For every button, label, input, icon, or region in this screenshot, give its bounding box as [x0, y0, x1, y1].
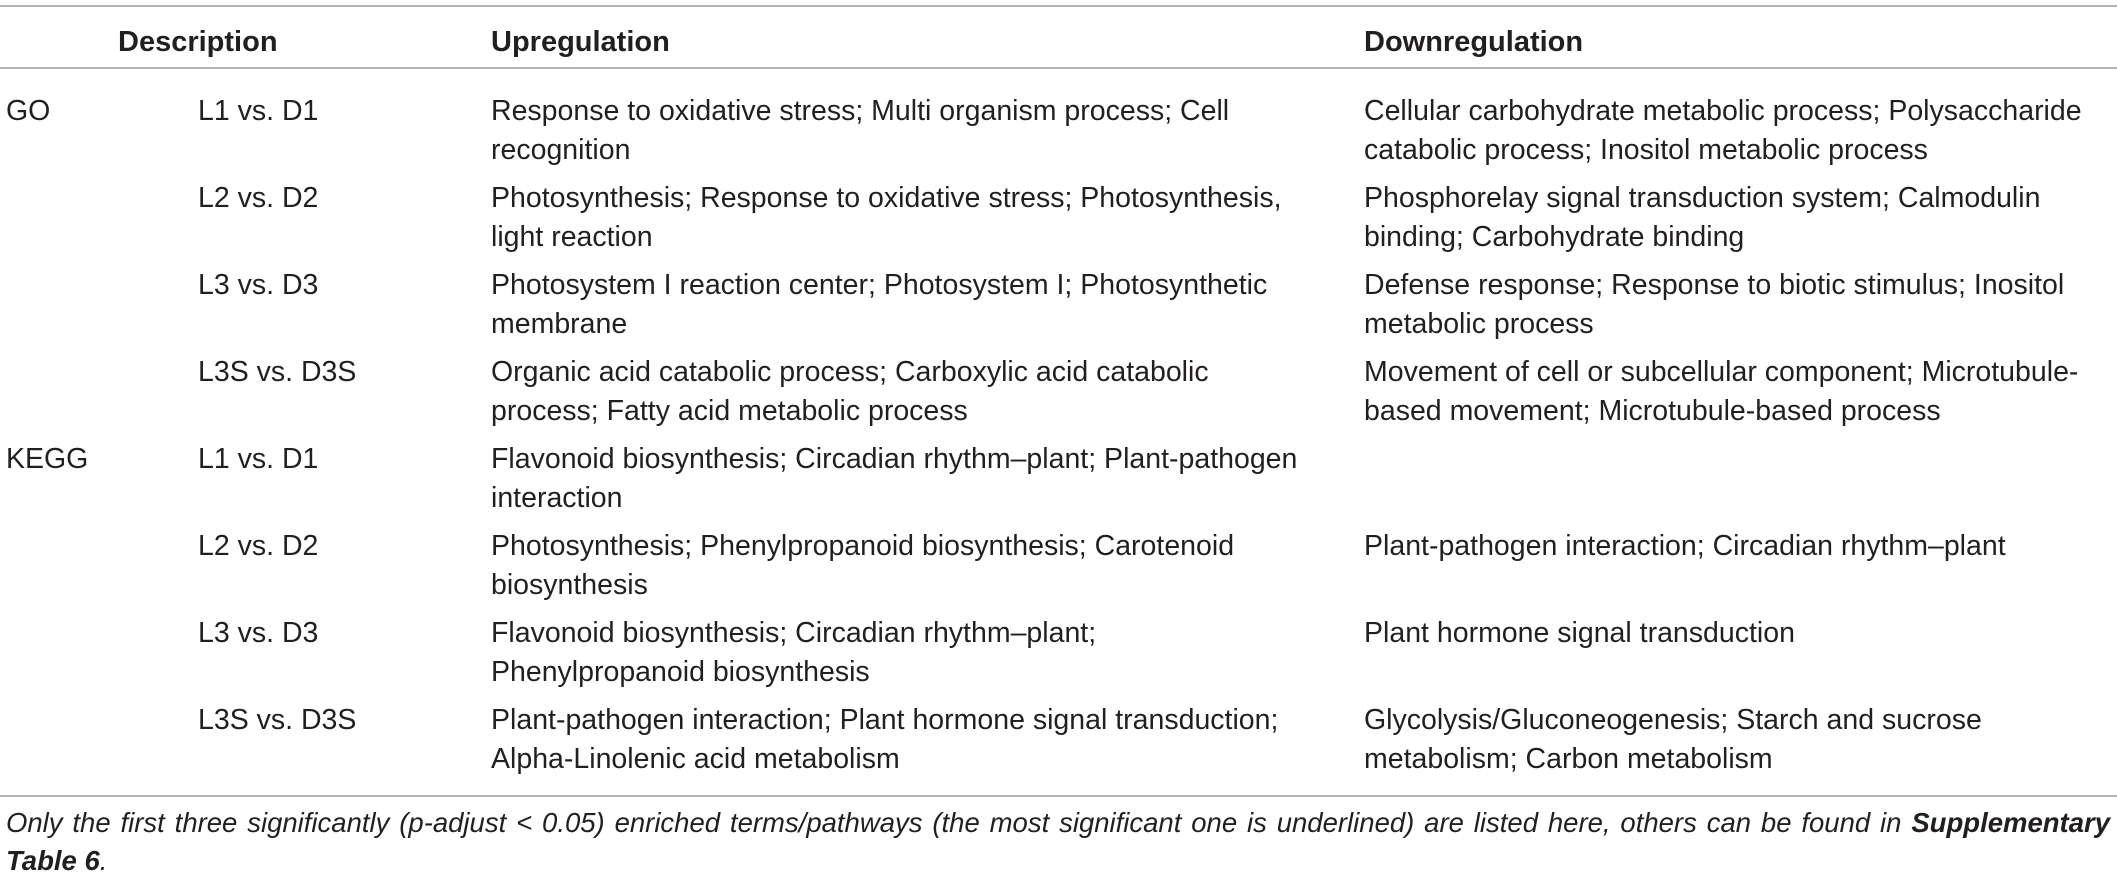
row-upregulation: Photosynthesis; Response to oxidative stress; Photosynthesis, light reaction [491, 182, 1282, 253]
row-category: KEGG [6, 443, 89, 475]
row-upregulation: Photosystem I reaction center; Photosystem I; Photosynthetic membrane [491, 269, 1268, 340]
supplementary-table-reference[interactable]: Supplementary Table 6 [6, 807, 2110, 876]
row-comparison: L3S vs. D3S [198, 704, 357, 736]
row-upregulation: Flavonoid biosynthesis; Circadian rhythm–plant; Phenylpropanoid biosynthesis [491, 617, 1097, 688]
footnote-text: Only the first three significantly (p-adjust < 0.05) enriched terms/pathways (the most significant one is underlined) are listed here, others can be found in [6, 807, 1912, 838]
row-comparison: L3S vs. D3S [198, 356, 357, 388]
header-description: Description [118, 26, 278, 58]
row-comparison: L3 vs. D3 [198, 269, 319, 301]
row-comparison: L2 vs. D2 [198, 182, 319, 214]
footnote-end: . [99, 845, 108, 876]
row-comparison: L1 vs. D1 [198, 443, 319, 475]
row-category: GO [6, 95, 51, 127]
row-upregulation: Response to oxidative stress; Multi organism process; Cell recognition [491, 95, 1230, 166]
row-downregulation: Plant-pathogen interaction; Circadian rhythm–plant [1364, 530, 2006, 562]
row-comparison: L1 vs. D1 [198, 95, 319, 127]
row-comparison: L3 vs. D3 [198, 617, 319, 649]
row-comparison: L2 vs. D2 [198, 530, 319, 562]
row-downregulation: Glycolysis/Gluconeogenesis; Starch and sucrose metabolism; Carbon metabolism [1364, 704, 1982, 775]
row-downregulation: Defense response; Response to biotic stimulus; Inositol metabolic process [1364, 269, 2065, 340]
row-upregulation: Organic acid catabolic process; Carboxylic acid catabolic process; Fatty acid metabolic process [491, 356, 1209, 427]
header-downregulation: Downregulation [1364, 26, 1584, 58]
header-rule [0, 67, 2117, 69]
table-footnote [6, 804, 2110, 880]
table-bottom-rule [0, 795, 2117, 797]
row-upregulation: Flavonoid biosynthesis; Circadian rhythm–plant; Plant-pathogen interaction [491, 443, 1298, 514]
row-upregulation: Plant-pathogen interaction; Plant hormone signal transduction; Alpha-Linolenic acid metabolism [491, 704, 1279, 775]
table-top-rule [0, 5, 2117, 7]
row-downregulation: Plant hormone signal transduction [1364, 617, 1795, 649]
header-upregulation: Upregulation [491, 26, 670, 58]
row-downregulation: Movement of cell or subcellular component; Microtubule-based movement; Microtubule-based process [1364, 356, 2079, 427]
row-upregulation: Photosynthesis; Phenylpropanoid biosynthesis; Carotenoid biosynthesis [491, 530, 1235, 601]
row-downregulation: Phosphorelay signal transduction system; Calmodulin binding; Carbohydrate binding [1364, 182, 2041, 253]
row-downregulation: Cellular carbohydrate metabolic process; Polysaccharide catabolic process; Inositol metabolic process [1364, 95, 2082, 166]
